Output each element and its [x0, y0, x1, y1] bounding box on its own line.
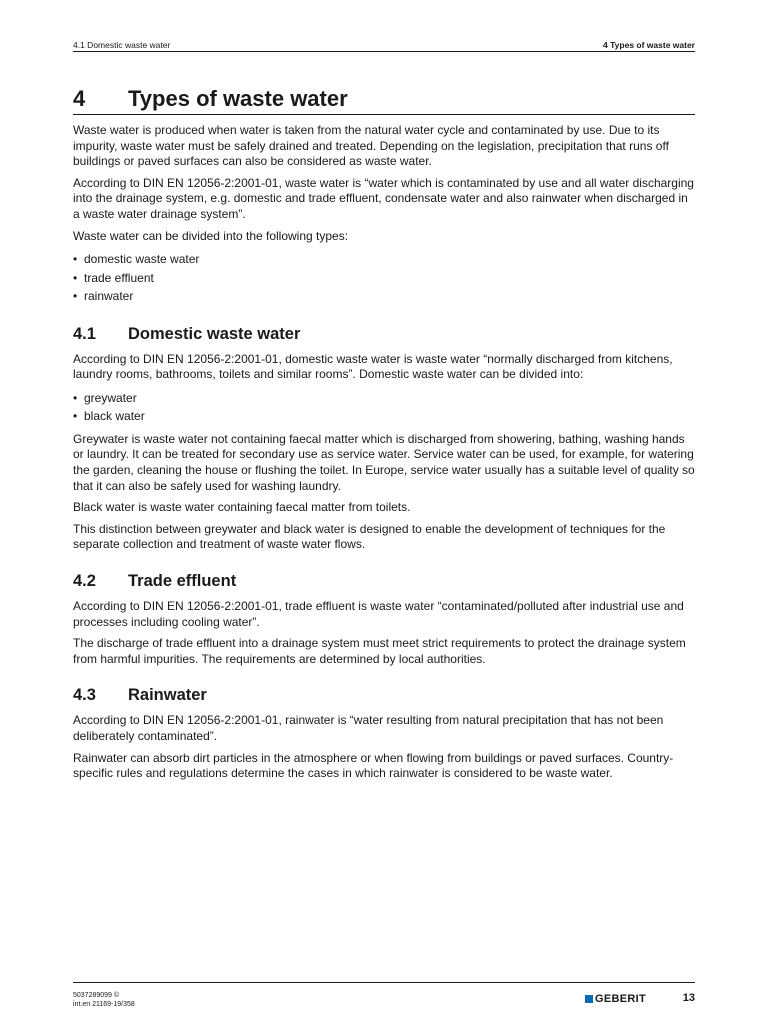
waste-water-types-list	[73, 250, 695, 306]
section-heading-trade	[73, 571, 695, 591]
list-item	[73, 269, 695, 288]
list-item-text: domestic waste water	[84, 252, 200, 267]
list-item-text: trade effluent	[84, 270, 154, 285]
section-title: Domestic waste water	[128, 324, 301, 343]
bullet-icon: •	[73, 270, 78, 285]
document-page	[73, 0, 695, 1024]
section-paragraph: Greywater is waste water not containing faecal matter which is discharged from showering, bathing, washing hands or laundry. It can be treated for secondary use as service water. Service water can be used, for example, for watering the garden, cleaning the house or flushing the toilet. In Europe, service water usually has a suitable level of quality so that it can also be safely used for washing laundry.	[73, 431, 695, 493]
list-item	[73, 287, 695, 306]
section-number: 4.3	[73, 686, 96, 705]
document-code-line: 5037289099 ©	[73, 992, 120, 999]
section-paragraph: This distinction between greywater and black water is designed to enable the development of techniques for the separate collection and treatment of waste water flows.	[73, 521, 666, 552]
chapter-heading	[73, 85, 695, 115]
running-header-section: 4.1 Domestic waste water	[73, 40, 171, 50]
bullet-icon: •	[73, 409, 78, 424]
bullet-icon: •	[73, 289, 78, 304]
section-paragraph: According to DIN EN 12056-2:2001-01, domestic waste water is waste water “normally discharged from kitchens, laundry rooms, bathrooms, toilets and similar rooms”. Domestic waste water can be divided into:	[73, 351, 673, 382]
chapter-paragraph: According to DIN EN 12056-2:2001-01, waste water is “water which is contaminated by use and all water discharging into the drainage system, e.g. domestic and trade effluent, condensate water and also rainwater when discharged in a waste water drainage system”.	[73, 175, 694, 221]
running-header-chapter: 4 Types of waste water	[603, 40, 695, 50]
domestic-types-list	[73, 389, 695, 426]
bullet-icon: •	[73, 390, 78, 405]
section-heading-domestic	[73, 324, 695, 344]
section-paragraph: According to DIN EN 12056-2:2001-01, rainwater is “water resulting from natural precipitation that has not been deliberately contaminated”.	[73, 713, 664, 743]
section-title: Trade effluent	[128, 572, 237, 590]
section-paragraph: According to DIN EN 12056-2:2001-01, trade effluent is waste water “contaminated/polluted after industrial use and processes including cooling water”.	[73, 599, 684, 629]
chapter-title: Types of waste water	[128, 86, 348, 111]
list-item	[73, 407, 695, 426]
brand-logo	[585, 993, 646, 1005]
brand-square-icon	[585, 995, 593, 1003]
section-title: Rainwater	[128, 686, 207, 705]
chapter-paragraph: Waste water can be divided into the following types:	[73, 228, 349, 243]
page-number: 13	[682, 992, 695, 1004]
page-footer	[73, 982, 695, 1008]
list-item-text: rainwater	[84, 289, 134, 304]
section-paragraph: Black water is waste water containing faecal matter from toilets.	[73, 500, 411, 515]
brand-name: GEBERIT	[595, 993, 646, 1005]
page-content	[73, 85, 695, 788]
section-heading-rain	[73, 685, 695, 705]
section-number: 4.1	[73, 324, 96, 343]
section-number: 4.2	[73, 572, 96, 590]
list-item-text: greywater	[84, 390, 137, 405]
section-paragraph: Rainwater can absorb dirt particles in the atmosphere or when flowing from buildings or paved surfaces. Country-specific rules and regulations determine the cases in which rainwater is considered to be waste water.	[73, 750, 674, 781]
document-code-line: int.en 21169-19/358	[73, 1000, 135, 1008]
list-item	[73, 250, 695, 269]
list-item	[73, 389, 695, 408]
list-item-text: black water	[84, 409, 145, 424]
chapter-number: 4	[73, 86, 86, 111]
document-codes	[73, 992, 135, 1009]
bullet-icon: •	[73, 252, 78, 267]
section-paragraph: The discharge of trade effluent into a drainage system must meet strict requirements to protect the drainage system from harmful impurities. The requirements are determined by local authorities.	[73, 636, 686, 666]
running-header	[73, 39, 695, 52]
chapter-paragraph: Waste water is produced when water is taken from the natural water cycle and contaminated by use. Due to its impurity, waste water must be safely drained and treated. Depending on the legislation, precipitation that runs off buildings or paved surfaces can also be considered as waste water.	[73, 123, 669, 169]
